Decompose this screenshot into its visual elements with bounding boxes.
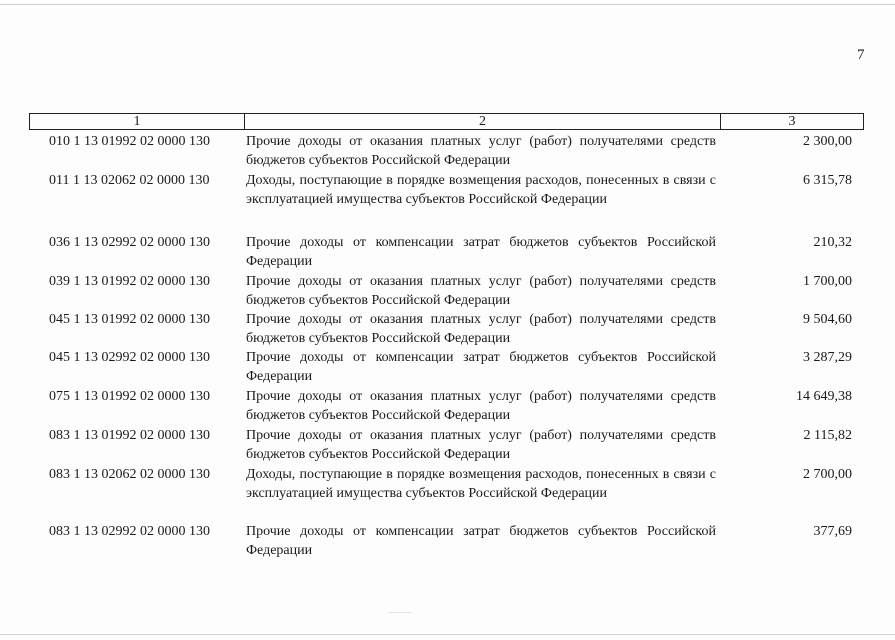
row-description: Прочие доходы от оказания платных услуг (работ) получателями средств бюджетов субъектов Российской Федерации: [246, 312, 716, 346]
scan-top-edge: [0, 4, 895, 5]
header-col-2: 2: [479, 114, 486, 129]
row-code: 045 1 13 02992 02 0000 130: [49, 350, 210, 365]
row-code: 010 1 13 01992 02 0000 130: [49, 134, 210, 149]
row-description: Прочие доходы от оказания платных услуг (работ) получателями средств бюджетов субъектов Российской Федерации: [246, 274, 716, 308]
row-description: Прочие доходы от компенсации затрат бюджетов субъектов Российской Федерации: [246, 235, 716, 269]
row-amount: 6 315,78: [803, 173, 852, 188]
row-description: Доходы, поступающие в порядке возмещения расходов, понесенных в связи с эксплуатацией имущества субъектов Российской Федерации: [246, 467, 716, 501]
row-code: 083 1 13 01992 02 0000 130: [49, 428, 210, 443]
row-amount: 1 700,00: [803, 274, 852, 289]
row-amount: 210,32: [813, 235, 852, 250]
row-description: Доходы, поступающие в порядке возмещения расходов, понесенных в связи с эксплуатацией имущества субъектов Российской Федерации: [246, 173, 716, 207]
scan-bottom-edge: [0, 634, 895, 635]
row-code: 036 1 13 02992 02 0000 130: [49, 235, 210, 250]
row-amount: 2 115,82: [803, 428, 852, 443]
row-description: Прочие доходы от компенсации затрат бюджетов субъектов Российской Федерации: [246, 524, 716, 558]
page-number: 7: [857, 47, 865, 63]
row-amount: 377,69: [813, 524, 852, 539]
row-description: Прочие доходы от оказания платных услуг (работ) получателями средств бюджетов субъектов Российской Федерации: [246, 389, 716, 423]
row-description: Прочие доходы от компенсации затрат бюджетов субъектов Российской Федерации: [246, 350, 716, 384]
row-description: Прочие доходы от оказания платных услуг (работ) получателями средств бюджетов субъектов Российской Федерации: [246, 134, 716, 168]
scan-speck: [388, 612, 412, 613]
header-col-1: 1: [133, 114, 141, 129]
header-col-3: 3: [788, 114, 796, 129]
row-code: 083 1 13 02992 02 0000 130: [49, 524, 210, 539]
row-code: 011 1 13 02062 02 0000 130: [49, 173, 210, 188]
row-code: 083 1 13 02062 02 0000 130: [49, 467, 210, 482]
row-code: 045 1 13 01992 02 0000 130: [49, 312, 210, 327]
row-amount: 2 700,00: [803, 467, 852, 482]
row-amount: 2 300,00: [803, 134, 852, 149]
table-header: [29, 113, 864, 130]
row-code: 075 1 13 01992 02 0000 130: [49, 389, 210, 404]
row-amount: 14 649,38: [796, 389, 852, 404]
row-code: 039 1 13 01992 02 0000 130: [49, 274, 210, 289]
row-amount: 3 287,29: [803, 350, 852, 365]
row-description: Прочие доходы от оказания платных услуг (работ) получателями средств бюджетов субъектов Российской Федерации: [246, 428, 716, 462]
row-amount: 9 504,60: [803, 312, 852, 327]
